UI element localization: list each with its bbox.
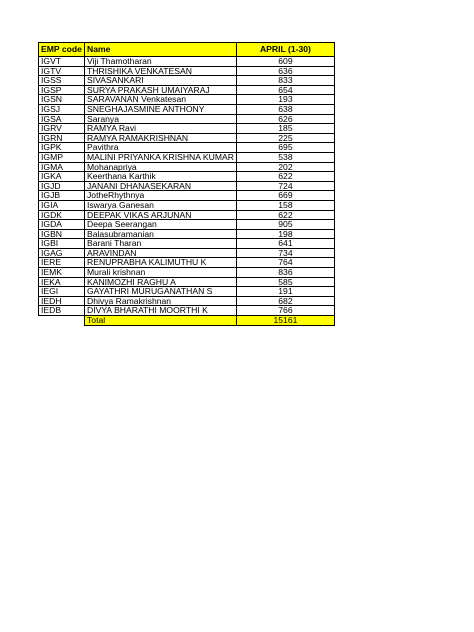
emp-code-cell[interactable]: IEDH bbox=[39, 296, 85, 306]
emp-code-cell[interactable]: IGSA bbox=[39, 114, 85, 124]
name-cell[interactable]: Dhivya Ramakrishnan bbox=[85, 296, 237, 306]
april-value-cell[interactable]: 622 bbox=[236, 210, 334, 220]
name-cell[interactable]: RAMYA Ravi bbox=[85, 124, 237, 134]
april-value-cell[interactable]: 202 bbox=[236, 162, 334, 172]
table-row bbox=[39, 143, 335, 153]
april-value-cell[interactable]: 193 bbox=[236, 95, 334, 105]
name-cell[interactable]: JANANI DHANASEKARAN bbox=[85, 181, 237, 191]
name-cell[interactable]: RAMYA RAMAKRISHNAN bbox=[85, 133, 237, 143]
emp-code-cell[interactable]: IGKA bbox=[39, 172, 85, 182]
april-value-cell[interactable]: 833 bbox=[236, 76, 334, 86]
april-value-cell[interactable]: 191 bbox=[236, 287, 334, 297]
table-row bbox=[39, 66, 335, 76]
name-cell[interactable]: SARAVANAN Venkatesan bbox=[85, 95, 237, 105]
name-cell[interactable]: Murali krishnan bbox=[85, 268, 237, 278]
emp-code-cell[interactable]: IGJB bbox=[39, 191, 85, 201]
emp-code-cell[interactable]: IGAG bbox=[39, 248, 85, 258]
emp-code-cell[interactable]: IGSS bbox=[39, 76, 85, 86]
april-value-cell[interactable]: 682 bbox=[236, 296, 334, 306]
april-value-cell[interactable]: 626 bbox=[236, 114, 334, 124]
table-row bbox=[39, 287, 335, 297]
table-row bbox=[39, 200, 335, 210]
name-cell[interactable]: THRISHIKA VENKATESAN bbox=[85, 66, 237, 76]
name-cell[interactable]: MALINI PRIYANKA KRISHNA KUMAR bbox=[85, 152, 237, 162]
table-row bbox=[39, 181, 335, 191]
total-row bbox=[39, 316, 335, 326]
april-value-cell[interactable]: 198 bbox=[236, 229, 334, 239]
table-row bbox=[39, 104, 335, 114]
total-value[interactable]: 15161 bbox=[236, 316, 334, 326]
emp-code-cell[interactable]: IGMP bbox=[39, 152, 85, 162]
april-value-cell[interactable]: 734 bbox=[236, 248, 334, 258]
table-row bbox=[39, 306, 335, 316]
name-cell[interactable]: Barani Tharan bbox=[85, 239, 237, 249]
name-cell[interactable]: SIVASANKARI bbox=[85, 76, 237, 86]
april-value-cell[interactable]: 225 bbox=[236, 133, 334, 143]
april-value-cell[interactable]: 636 bbox=[236, 66, 334, 76]
april-value-cell[interactable]: 609 bbox=[236, 57, 334, 67]
emp-code-cell[interactable]: IGVT bbox=[39, 57, 85, 67]
emp-code-cell[interactable]: IEMK bbox=[39, 268, 85, 278]
emp-code-cell[interactable]: IGSJ bbox=[39, 104, 85, 114]
april-value-cell[interactable]: 766 bbox=[236, 306, 334, 316]
table-row bbox=[39, 277, 335, 287]
emp-code-cell[interactable]: IEDB bbox=[39, 306, 85, 316]
employee-hours-table bbox=[38, 42, 335, 326]
emp-code-cell[interactable]: IGMA bbox=[39, 162, 85, 172]
table-row bbox=[39, 124, 335, 134]
april-value-cell[interactable]: 158 bbox=[236, 200, 334, 210]
april-value-cell[interactable]: 695 bbox=[236, 143, 334, 153]
april-value-cell[interactable]: 836 bbox=[236, 268, 334, 278]
april-value-cell[interactable]: 905 bbox=[236, 220, 334, 230]
header-row bbox=[39, 43, 335, 57]
emp-code-cell[interactable]: IGDA bbox=[39, 220, 85, 230]
name-cell[interactable]: RENUPRABHA KALIMUTHU K bbox=[85, 258, 237, 268]
table-row bbox=[39, 258, 335, 268]
name-cell[interactable]: DIVYA BHARATHI MOORTHI K bbox=[85, 306, 237, 316]
table-row bbox=[39, 191, 335, 201]
table-row bbox=[39, 57, 335, 67]
table-row bbox=[39, 162, 335, 172]
name-cell[interactable]: DEEPAK VIKAS ARJUNAN bbox=[85, 210, 237, 220]
table-row bbox=[39, 210, 335, 220]
name-cell[interactable]: SURYA PRAKASH UMAIYARAJ bbox=[85, 85, 237, 95]
april-value-cell[interactable]: 538 bbox=[236, 152, 334, 162]
emp-code-cell[interactable]: IGDK bbox=[39, 210, 85, 220]
name-cell[interactable]: Pavithra bbox=[85, 143, 237, 153]
emp-code-cell[interactable]: IGSP bbox=[39, 85, 85, 95]
table-row bbox=[39, 133, 335, 143]
table-row bbox=[39, 152, 335, 162]
april-value-cell[interactable]: 654 bbox=[236, 85, 334, 95]
name-cell[interactable]: Mohanapriya bbox=[85, 162, 237, 172]
emp-code-cell[interactable]: IGBN bbox=[39, 229, 85, 239]
header-april[interactable]: APRIL (1-30) bbox=[236, 43, 334, 57]
emp-code-cell[interactable]: IGPK bbox=[39, 143, 85, 153]
table-row bbox=[39, 85, 335, 95]
table-row bbox=[39, 239, 335, 249]
name-cell[interactable]: Iswarya Ganesan bbox=[85, 200, 237, 210]
emp-code-cell[interactable]: IGTV bbox=[39, 66, 85, 76]
table-row bbox=[39, 114, 335, 124]
emp-code-cell[interactable]: IGBI bbox=[39, 239, 85, 249]
name-cell[interactable]: KANIMOZHI RAGHU A bbox=[85, 277, 237, 287]
name-cell[interactable]: JotheRhythnya bbox=[85, 191, 237, 201]
name-cell[interactable]: Balasubramanian bbox=[85, 229, 237, 239]
april-value-cell[interactable]: 585 bbox=[236, 277, 334, 287]
april-value-cell[interactable]: 669 bbox=[236, 191, 334, 201]
emp-code-cell[interactable]: IGJD bbox=[39, 181, 85, 191]
table-row bbox=[39, 268, 335, 278]
table-row bbox=[39, 76, 335, 86]
emp-code-cell[interactable]: IGIA bbox=[39, 200, 85, 210]
emp-code-cell[interactable]: IEKA bbox=[39, 277, 85, 287]
emp-code-cell[interactable]: IERE bbox=[39, 258, 85, 268]
april-value-cell[interactable]: 724 bbox=[236, 181, 334, 191]
april-value-cell[interactable]: 638 bbox=[236, 104, 334, 114]
april-value-cell[interactable]: 641 bbox=[236, 239, 334, 249]
emp-code-cell[interactable]: IEGI bbox=[39, 287, 85, 297]
total-label[interactable]: Total bbox=[85, 316, 237, 326]
name-cell[interactable]: Saranya bbox=[85, 114, 237, 124]
april-value-cell[interactable]: 764 bbox=[236, 258, 334, 268]
table-body bbox=[39, 57, 335, 316]
emp-code-cell[interactable]: IGRV bbox=[39, 124, 85, 134]
header-name[interactable]: Name bbox=[85, 43, 237, 57]
header-emp-code[interactable]: EMP code bbox=[39, 43, 85, 57]
total-empty-cell[interactable] bbox=[39, 316, 85, 326]
name-cell[interactable]: Keerthana Karthik bbox=[85, 172, 237, 182]
emp-code-cell[interactable]: IGSN bbox=[39, 95, 85, 105]
table-row bbox=[39, 248, 335, 258]
emp-code-cell[interactable]: IGRN bbox=[39, 133, 85, 143]
april-value-cell[interactable]: 185 bbox=[236, 124, 334, 134]
table-row bbox=[39, 229, 335, 239]
name-cell[interactable]: Deepa Seerangan bbox=[85, 220, 237, 230]
name-cell[interactable]: ARAVINDAN bbox=[85, 248, 237, 258]
table-row bbox=[39, 95, 335, 105]
name-cell[interactable]: SNEGHAJASMINE ANTHONY bbox=[85, 104, 237, 114]
table-row bbox=[39, 172, 335, 182]
table-row bbox=[39, 296, 335, 306]
name-cell[interactable]: Viji Thamotharan bbox=[85, 57, 237, 67]
april-value-cell[interactable]: 622 bbox=[236, 172, 334, 182]
name-cell[interactable]: GAYATHRI MURUGANATHAN S bbox=[85, 287, 237, 297]
table-row bbox=[39, 220, 335, 230]
